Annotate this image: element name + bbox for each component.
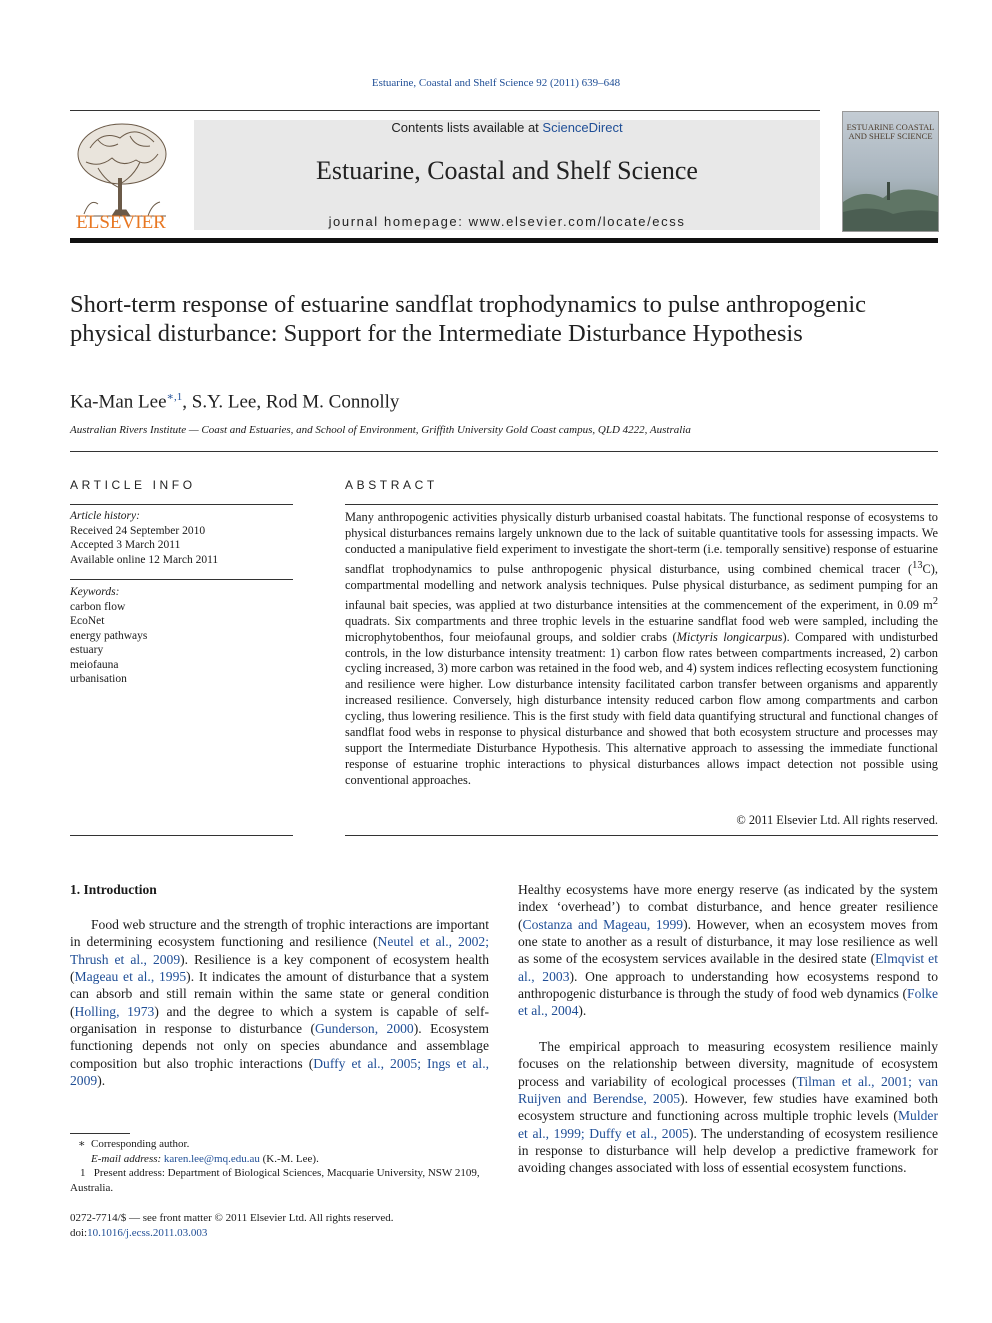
paragraph-text: The empirical approach to measuring ecosystem resilience mainly focuses on the relationship between diversity, magnitude of ecosystem process and variability of ecological processes ( bbox=[518, 1039, 938, 1089]
intro-paragraph-3 bbox=[518, 1038, 938, 1177]
citation-link[interactable]: Folke et al., 2004 bbox=[518, 986, 938, 1019]
isotope-superscript: 13 bbox=[912, 559, 923, 571]
footnote-rule bbox=[70, 1133, 130, 1134]
footnote-present-address bbox=[70, 1166, 489, 1195]
citation-link[interactable]: Mageau et al., 1995 bbox=[74, 969, 187, 985]
doi-line bbox=[70, 1226, 394, 1241]
paragraph-text: ). bbox=[578, 1003, 587, 1019]
journal-cover-thumbnail[interactable] bbox=[842, 111, 939, 232]
affiliation: Australian Rivers Institute — Coast and Estuaries, and School of Environment, Griffith University Gold Coast campus, QLD 4222, Australia bbox=[70, 424, 691, 436]
paragraph-text: ). The understanding of ecosystem resilience in response to disturbance will help develop a predictive framework for avoiding changes associated with loss of essential ecosystem functions. bbox=[518, 1125, 938, 1176]
paragraph-text: ). It indicates the amount of disturbance that a system can absorb and still remain within the same state or general condition ( bbox=[70, 969, 489, 1019]
keywords-rule bbox=[70, 579, 293, 580]
citation-link[interactable]: Costanza and Mageau, 1999 bbox=[522, 916, 684, 932]
keyword-item: meiofauna bbox=[70, 658, 119, 671]
author-footnote-marks[interactable]: ∗,1 bbox=[166, 391, 183, 403]
issn-line: 0272-7714/$ — see front matter © 2011 Elsevier Ltd. All rights reserved. bbox=[70, 1212, 394, 1224]
cover-title: ESTUARINE COASTAL AND SHELF SCIENCE bbox=[846, 122, 935, 141]
abstract-rule bbox=[345, 504, 938, 505]
cover-landscape-icon bbox=[843, 112, 938, 231]
species-name: Mictyris longicarpus bbox=[676, 629, 783, 644]
citation-link[interactable]: Holling, 1973 bbox=[74, 1003, 155, 1019]
email-label: E-mail address: bbox=[91, 1152, 164, 1165]
paragraph-text: ). bbox=[97, 1073, 106, 1089]
abstract-copyright: © 2011 Elsevier Ltd. All rights reserved. bbox=[736, 813, 938, 827]
journal-citation[interactable]: Estuarine, Coastal and Shelf Science 92 (2011) 639–648 bbox=[371, 77, 621, 89]
email-suffix: (K.-M. Lee). bbox=[259, 1152, 319, 1165]
history-accepted: Accepted 3 March 2011 bbox=[70, 539, 181, 551]
other-authors: , S.Y. Lee, Rod M. Connolly bbox=[182, 391, 400, 413]
keyword-item: urbanisation bbox=[70, 673, 127, 685]
citation-link[interactable]: Mulder et al., 1999; Duffy et al., 2005 bbox=[518, 1108, 938, 1141]
footnote-text: Present address: Department of Biological Sciences, Macquarie University, NSW 2109, Australia. bbox=[70, 1167, 480, 1194]
header-thick-rule bbox=[70, 238, 938, 243]
paragraph-text: ) and the degree to which a system is capable of self-organisation in response to disturbance ( bbox=[70, 1003, 489, 1037]
paragraph-text: ). Ecosystem functioning depends not only on species abundance and assemblage composition but also trophic interactions ( bbox=[70, 1021, 489, 1071]
footnote-corresponding bbox=[70, 1137, 489, 1152]
footnote-mark: 1 bbox=[80, 1167, 86, 1179]
article-info-bottom-rule bbox=[70, 835, 293, 836]
intro-paragraph-1 bbox=[70, 916, 489, 1089]
paragraph-text: Healthy ecosystems have more energy reserve (as indicated by the system index ‘overhead’) to combat disturbance, and hence greater resilience ( bbox=[518, 882, 938, 932]
journal-homepage-link[interactable]: journal homepage: www.elsevier.com/locate/ecss bbox=[328, 214, 686, 229]
header-rule bbox=[70, 110, 820, 111]
author-name[interactable]: Ka-Man Lee bbox=[70, 391, 167, 413]
history-received: Received 24 September 2010 bbox=[70, 524, 206, 537]
keyword-item: carbon flow bbox=[70, 600, 126, 613]
paragraph-text: ). Resilience is a key component of ecosystem health ( bbox=[70, 951, 490, 985]
abstract-part: quadrats. Six compartments and three trophic levels in the estuarine sandflat food web were sampled, including the microphytobenthos, four meiofaunal groups, and soldier crabs ( bbox=[345, 613, 938, 644]
author-list bbox=[70, 390, 399, 413]
abstract-bottom-rule bbox=[345, 835, 938, 836]
footnote-text: Corresponding author. bbox=[90, 1138, 190, 1150]
email-link[interactable]: karen.lee@mq.edu.au bbox=[163, 1152, 260, 1165]
abstract-heading: ABSTRACT bbox=[345, 478, 438, 492]
article-title: Short-term response of estuarine sandflat trophodynamics to pulse anthropogenic physical disturbance: Support for the Intermediate Disturbance Hypothesis bbox=[70, 291, 867, 347]
article-history bbox=[70, 509, 218, 567]
abstract-part: ). Compared with undisturbed controls, in the low disturbance intensity treatment: 1) carbon flow rates between compartments increased, 2) carbon cycling increased, 3) more carbon was retained in the food web, and 4) system indices reflecting ecosystem functioning and resilience were higher. Low disturbance intensity facilitated carbon transfer between organisms and apparently increased resilience. Conversely, high disturbance intensity reduced carbon flow among compartments and carbon cycling, thus lowering resilience. This is the first study with field data quantifying structural and functional changes of sandflat food webs in response to physical disturbance and showed that both ecosystem structure and processes may support the Intermediate Disturbance Hypothesis. This alternative approach to assessing the immediate functional response of estuarine trophic interactions to physical disturbances allows impact detection not possible using conventional approaches. bbox=[345, 629, 939, 787]
paragraph-text: ). However, when an ecosystem moves from one state to another as a result of disturbance, it may lose resilience as well as some of the ecosystem services available in the desired state ( bbox=[518, 916, 938, 967]
elsevier-logo bbox=[70, 118, 172, 232]
keywords-label: Keywords: bbox=[70, 586, 120, 598]
footnote-email bbox=[70, 1152, 489, 1167]
journal-banner bbox=[194, 120, 820, 230]
citation-link[interactable]: Duffy et al., 2005; Ings et al., 2009 bbox=[70, 1055, 489, 1089]
footnote-mark: ∗ bbox=[78, 1138, 86, 1150]
footnotes bbox=[70, 1137, 489, 1195]
history-online: Available online 12 March 2011 bbox=[70, 553, 219, 566]
doi-link[interactable]: 10.1016/j.ecss.2011.03.003 bbox=[87, 1227, 208, 1239]
keywords bbox=[70, 585, 147, 687]
citation-link[interactable]: Gunderson, 2000 bbox=[315, 1021, 414, 1037]
contents-line bbox=[194, 120, 820, 135]
paragraph-text: Food web structure and the strength of trophic interactions are important in determining ecosystem functioning and resilience ( bbox=[70, 917, 489, 950]
unit-superscript: 2 bbox=[932, 595, 938, 607]
paragraph-text: ). One approach to understanding how ecosystems respond to anthropogenic disturbance is through the study of food web dynamics ( bbox=[518, 968, 938, 1002]
keyword-item: estuary bbox=[70, 644, 104, 656]
paragraph-text: ). However, few studies have examined both ecosystem structure and functioning across multiple trophic levels ( bbox=[518, 1091, 938, 1124]
keyword-item: energy pathways bbox=[70, 629, 148, 642]
section-heading-introduction: 1. Introduction bbox=[70, 882, 157, 897]
elsevier-wordmark: ELSEVIER bbox=[76, 212, 166, 232]
article-info-rule bbox=[70, 504, 293, 505]
keyword-item: EcoNet bbox=[70, 615, 105, 627]
citation-link[interactable]: Neutel et al., 2002; Thrush et al., 2009 bbox=[70, 934, 489, 967]
abstract-part: Many anthropogenic activities physically disturb urbanised coastal habitats. The functional response of ecosystems to physical disturbances remains largely unknown due to the lack of suitable quantitative tools for assessing impacts. We conducted a manipulative field experiment to investigate the short-term (i.e. temporally sensitive) response of estuarine sandflat trophodynamics to pulse anthropogenic physical disturbance, using combined chemical tracer ( bbox=[345, 510, 938, 576]
elsevier-tree-icon bbox=[70, 118, 172, 232]
history-label: Article history: bbox=[70, 510, 140, 522]
citation-link[interactable]: Tilman et al., 2001; van Ruijven and Berendse, 2005 bbox=[518, 1073, 938, 1107]
contents-prefix: Contents lists available at bbox=[391, 120, 543, 135]
citation-link[interactable]: Elmqvist et al., 2003 bbox=[518, 951, 938, 984]
journal-name: Estuarine, Coastal and Shelf Science bbox=[316, 156, 698, 185]
affiliation-rule bbox=[70, 451, 938, 452]
sciencedirect-link[interactable]: ScienceDirect bbox=[542, 120, 623, 135]
abstract-text bbox=[345, 510, 938, 789]
doi-label: doi: bbox=[70, 1227, 88, 1239]
abstract-part: C), compartmental modelling and network analysis techniques. Pulse physical disturbance, as sediment pumping for an infaunal bait species, was applied at two disturbance intensities at the commencement of the experiment, in 0.09 m bbox=[345, 561, 938, 612]
front-matter bbox=[70, 1211, 394, 1241]
article-info-heading: ARTICLE INFO bbox=[70, 478, 196, 492]
intro-paragraph-2 bbox=[518, 881, 938, 1020]
